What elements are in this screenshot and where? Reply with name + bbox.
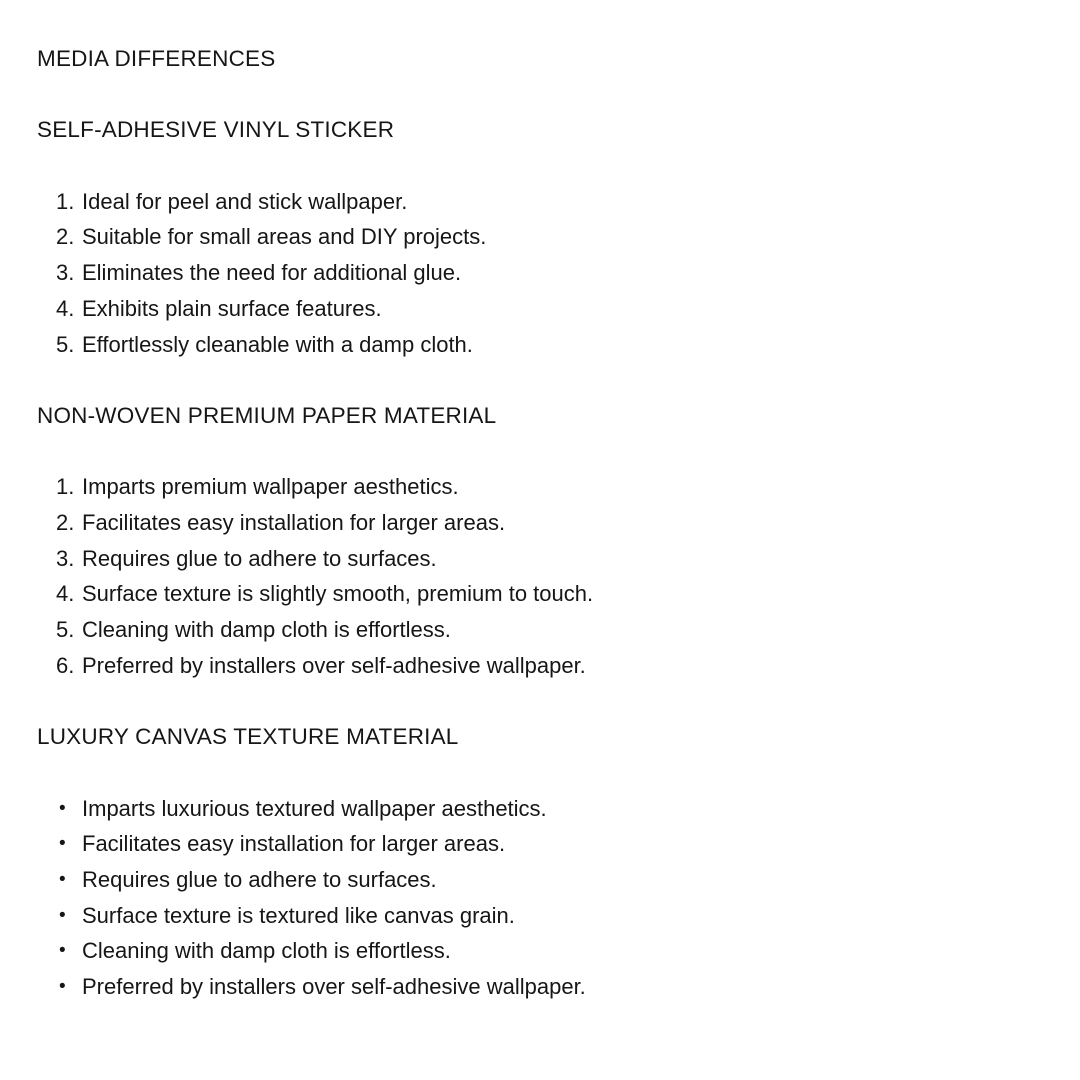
- list-item: [37, 184, 1040, 220]
- list-non-woven: [37, 469, 1040, 683]
- list-item: [37, 327, 1040, 363]
- bullet-icon: •: [59, 797, 66, 819]
- bullet-icon: •: [59, 976, 66, 998]
- list-item: [37, 612, 1040, 648]
- list-item-text: Ideal for peel and stick wallpaper.: [82, 188, 408, 214]
- list-item-text: Imparts premium wallpaper aesthetics.: [82, 474, 459, 500]
- list-item-text: Facilitates easy installation for larger areas.: [82, 510, 506, 536]
- list-self-adhesive: [37, 184, 1040, 363]
- list-item-text: Cleaning with damp cloth is effortless.: [82, 938, 451, 964]
- list-item: [37, 219, 1040, 255]
- bullet-icon: •: [59, 833, 66, 855]
- list-item-text: Effortlessly cleanable with a damp cloth.: [82, 331, 473, 357]
- list-item-text: Requires glue to adhere to surfaces.: [82, 867, 437, 893]
- section-heading-non-woven: NON-WOVEN PREMIUM PAPER MATERIAL: [37, 402, 497, 428]
- list-item: [37, 469, 1040, 505]
- list-item-text: Cleaning with damp cloth is effortless.: [82, 617, 451, 643]
- bullet-icon: •: [59, 869, 66, 891]
- list-item: [37, 255, 1040, 291]
- list-item-text: Requires glue to adhere to surfaces.: [82, 545, 437, 571]
- list-item-text: Exhibits plain surface features.: [82, 295, 382, 321]
- list-item-text: Preferred by installers over self-adhesive wallpaper.: [82, 974, 586, 1000]
- section-heading-self-adhesive: SELF-ADHESIVE VINYL STICKER: [37, 117, 395, 143]
- list-item: [37, 862, 1040, 898]
- list-item-text: Surface texture is textured like canvas grain.: [82, 902, 515, 928]
- list-item-text: Imparts luxurious textured wallpaper aesthetics.: [82, 795, 547, 821]
- list-item: [37, 505, 1040, 541]
- list-item-marker: 4.: [56, 581, 75, 607]
- list-item: [37, 791, 1040, 827]
- list-item-marker: 3.: [56, 260, 75, 286]
- list-item-text: Eliminates the need for additional glue.: [82, 260, 462, 286]
- bullet-icon: •: [59, 940, 66, 962]
- list-item: [37, 969, 1040, 1005]
- list-item-text: Facilitates easy installation for larger areas.: [82, 831, 506, 857]
- list-item: [37, 826, 1040, 862]
- list-item-marker: 2.: [56, 224, 75, 250]
- list-item: [37, 576, 1040, 612]
- list-item-text: Suitable for small areas and DIY projects.: [82, 224, 487, 250]
- list-item-text: Surface texture is slightly smooth, premium to touch.: [82, 581, 594, 607]
- list-item-marker: 1.: [56, 474, 75, 500]
- list-item: [37, 291, 1040, 327]
- list-item-marker: 3.: [56, 545, 75, 571]
- list-item-marker: 5.: [56, 617, 75, 643]
- section-heading-luxury-canvas: LUXURY CANVAS TEXTURE MATERIAL: [37, 724, 459, 750]
- list-item-marker: 1.: [56, 188, 75, 214]
- list-item: [37, 898, 1040, 934]
- list-item-marker: 2.: [56, 510, 75, 536]
- list-item: [37, 933, 1040, 969]
- list-item-marker: 4.: [56, 295, 75, 321]
- page-title: MEDIA DIFFERENCES: [37, 46, 276, 71]
- list-item: [37, 541, 1040, 577]
- list-luxury-canvas: [37, 791, 1040, 1005]
- list-item-marker: 6.: [56, 652, 75, 678]
- bullet-icon: •: [59, 904, 66, 926]
- list-item-text: Preferred by installers over self-adhesive wallpaper.: [82, 652, 586, 678]
- list-item: [37, 648, 1040, 684]
- list-item-marker: 5.: [56, 331, 75, 357]
